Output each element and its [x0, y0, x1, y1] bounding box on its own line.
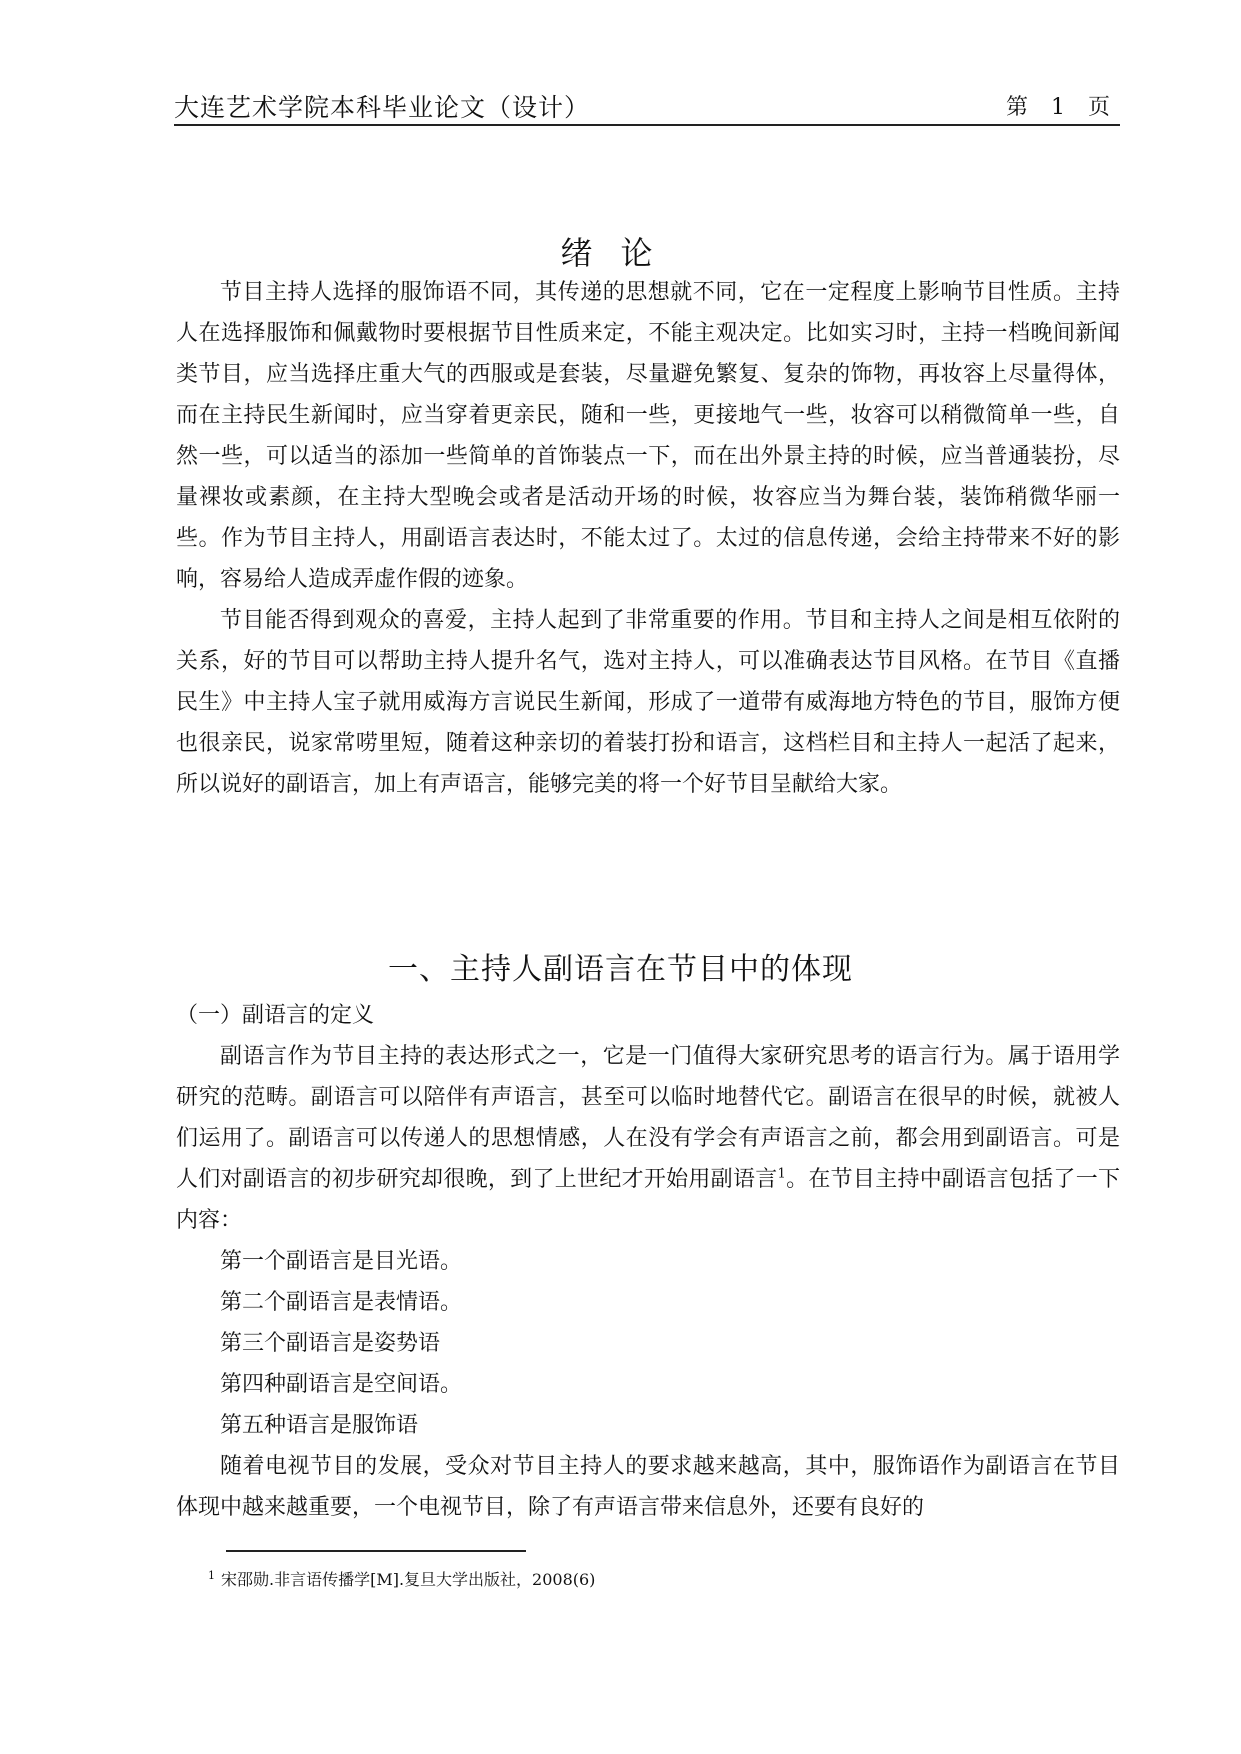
intro-paragraph-2: 节目能否得到观众的喜爱，主持人起到了非常重要的作用。节目和主持人之间是相互依附的关系，好的节目可以帮助主持人提升名气，选对主持人，可以准确表达节目风格。在节目《直播民生》中主持人宝子就用威海方言说民生新闻，形成了一道带有威海地方特色的节目，服饰方便也很亲民，说家常唠里短，随着这种亲切的着装打扮和语言，这档栏目和主持人一起活了起来，所以说好的副语言，加上有声语言，能够完美的将一个好节目呈献给大家。	[176, 608, 1120, 797]
footnote-text: 宋邵勋.非言语传播学[M].复旦大学出版社，2008(6)	[221, 1570, 596, 1589]
definition-text-cont: 。在节目主持中副语言包括了一下内容：	[176, 1167, 1120, 1233]
footnote-divider	[226, 1550, 526, 1552]
section-heading: 一、主持人副语言在节目中的体现	[388, 952, 853, 987]
chapter-title: 绪论	[560, 234, 681, 272]
footnote-reference[interactable]: 1	[777, 1166, 786, 1182]
list-item: 第三个副语言是姿势语	[220, 1331, 441, 1356]
page-header	[174, 88, 1120, 126]
header-thesis-title: 大连艺术学院本科毕业论文（设计）	[174, 93, 591, 122]
footnote	[208, 1567, 595, 1590]
list-item: 第二个副语言是表情语。	[220, 1290, 463, 1315]
definition-section	[176, 1036, 1120, 1241]
list-item: 第一个副语言是目光语。	[220, 1249, 463, 1274]
definition-text: 副语言作为节目主持的表达形式之一，它是一门值得大家研究思考的语言行为。属于语用学研究的范畴。副语言可以陪伴有声语言，甚至可以临时地替代它。副语言在很早的时候，就被人们运用了。副语言可以传递人的思想情感，人在没有学会有声语言之前，都会用到副语言。可是人们对副语言的初步研究却很晚，到了上世纪才开始用副语言	[176, 1044, 1120, 1192]
footnote-mark: 1	[208, 1568, 215, 1582]
intro-section	[176, 272, 1120, 805]
development-section	[176, 1446, 1120, 1528]
definition-paragraph	[176, 1036, 1120, 1241]
development-paragraph: 随着电视节目的发展，受众对节目主持人的要求越来越高，其中，服饰语作为副语言在节目体现中越来越重要，一个电视节目，除了有声语言带来信息外，还要有良好的	[176, 1454, 1120, 1520]
subsection-heading: （一）副语言的定义	[176, 1003, 375, 1028]
intro-paragraph-1: 节目主持人选择的服饰语不同，其传递的思想就不同，它在一定程度上影响节目性质。主持人在选择服饰和佩戴物时要根据节目性质来定，不能主观决定。比如实习时，主持一档晚间新闻类节目，应当选择庄重大气的西服或是套装，尽量避免繁复、复杂的饰物，再妆容上尽量得体，而在主持民生新闻时，应当穿着更亲民，随和一些，更接地气一些，妆容可以稍微简单一些，自然一些，可以适当的添加一些简单的首饰装点一下，而在出外景主持的时候，应当普通装扮，尽量裸妆或素颜，在主持大型晚会或者是活动开场的时候，妆容应当为舞台装，装饰稍微华丽一些。作为节目主持人，用副语言表达时，不能太过了。太过的信息传递，会给主持带来不好的影响，容易给人造成弄虚作假的迹象。	[176, 280, 1120, 592]
list-item: 第五种语言是服饰语	[220, 1413, 419, 1438]
list-item: 第四种副语言是空间语。	[220, 1372, 463, 1397]
header-page-number: 第 1 页	[1006, 95, 1110, 120]
paralanguage-list	[176, 1241, 1120, 1446]
